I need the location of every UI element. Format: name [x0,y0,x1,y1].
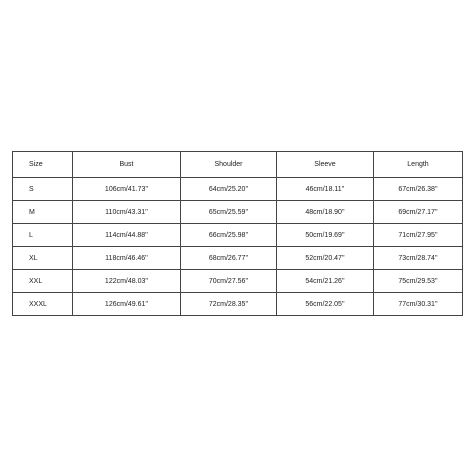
header-size: Size [13,152,73,178]
cell-sleeve: 48cm/18.90'' [277,201,374,224]
cell-sleeve: 56cm/22.05'' [277,293,374,316]
cell-size: XL [13,247,73,270]
table-row [13,178,463,201]
cell-bust: 126cm/49.61'' [73,293,181,316]
cell-shoulder: 68cm/26.77'' [181,247,277,270]
cell-sleeve: 50cm/19.69'' [277,224,374,247]
cell-sleeve: 46cm/18.11'' [277,178,374,201]
cell-length: 77cm/30.31'' [374,293,463,316]
table-row [13,224,463,247]
cell-size: M [13,201,73,224]
table-row [13,293,463,316]
table-header-row [13,152,463,178]
cell-sleeve: 52cm/20.47'' [277,247,374,270]
cell-length: 67cm/26.38'' [374,178,463,201]
table-row [13,270,463,293]
cell-length: 73cm/28.74'' [374,247,463,270]
table-row [13,201,463,224]
header-shoulder: Shoulder [181,152,277,178]
cell-shoulder: 66cm/25.98'' [181,224,277,247]
cell-bust: 122cm/48.03'' [73,270,181,293]
cell-shoulder: 72cm/28.35'' [181,293,277,316]
header-length: Length [374,152,463,178]
cell-shoulder: 65cm/25.59'' [181,201,277,224]
size-chart-table [12,151,463,316]
cell-size: XXL [13,270,73,293]
table-row [13,247,463,270]
cell-bust: 114cm/44.88'' [73,224,181,247]
header-bust: Bust [73,152,181,178]
cell-bust: 118cm/46.46'' [73,247,181,270]
cell-bust: 106cm/41.73'' [73,178,181,201]
cell-shoulder: 70cm/27.56'' [181,270,277,293]
cell-size: S [13,178,73,201]
cell-size: L [13,224,73,247]
header-sleeve: Sleeve [277,152,374,178]
cell-length: 69cm/27.17'' [374,201,463,224]
cell-shoulder: 64cm/25.20'' [181,178,277,201]
cell-length: 75cm/29.53'' [374,270,463,293]
cell-sleeve: 54cm/21.26'' [277,270,374,293]
cell-bust: 110cm/43.31'' [73,201,181,224]
cell-length: 71cm/27.95'' [374,224,463,247]
cell-size: XXXL [13,293,73,316]
